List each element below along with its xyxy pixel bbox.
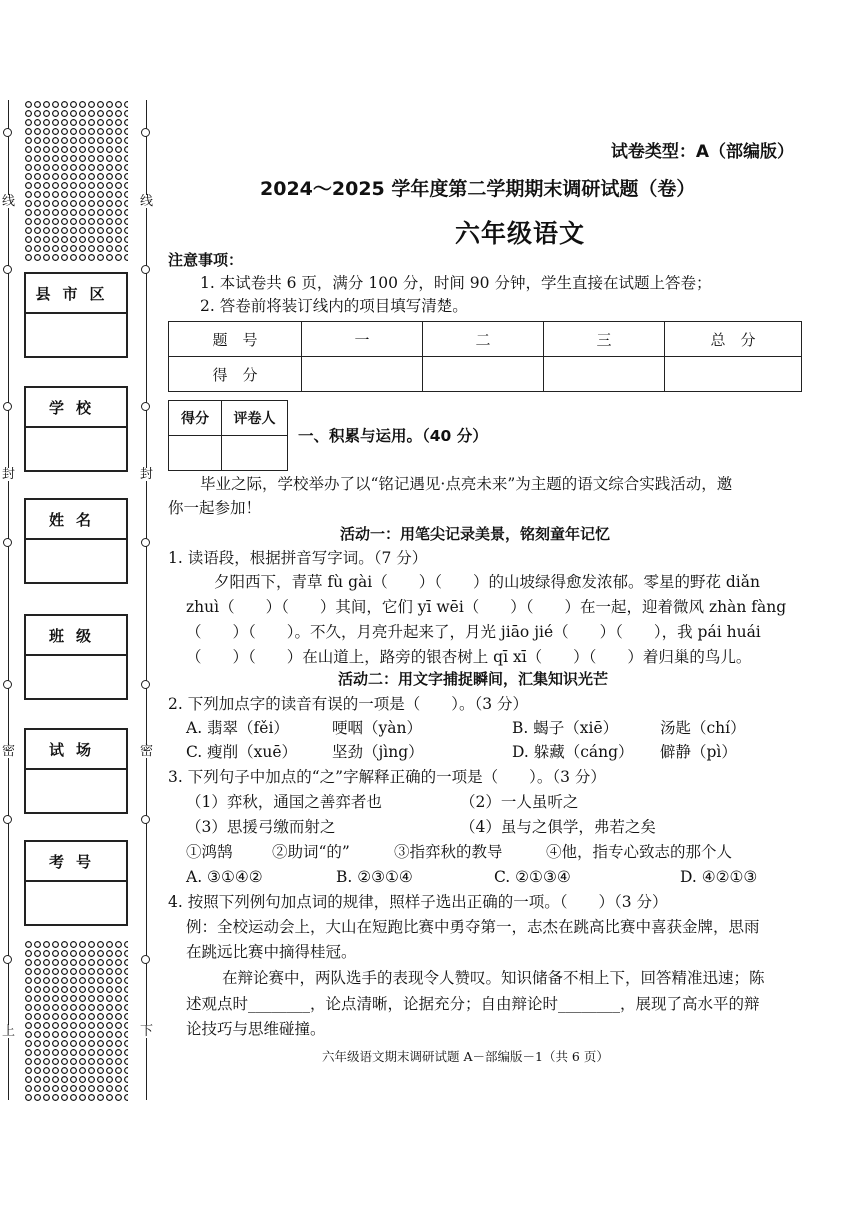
score-cell[interactable] (665, 357, 802, 392)
question-3-stem: 3. 下列句子中加点的“之”字解释正确的一项是（ ）。（3 分） (168, 768, 606, 786)
q3-meaning: ①鸿鹄 (186, 843, 233, 861)
circle-mark (3, 128, 12, 137)
q2-option-word: 汤匙（chí） (660, 719, 746, 737)
circle-mark (141, 265, 150, 274)
score-header: 三 (544, 322, 665, 357)
binding-char: 下 (140, 1024, 154, 1039)
question-4-stem: 4. 按照下列例句加点词的规律，照样子选出正确的一项。（ ）（3 分） (168, 893, 668, 911)
q2-option-word: 僻静（pì） (660, 743, 737, 761)
binding-char: 封 (140, 467, 154, 482)
subject-title: 六年级语文 (455, 219, 586, 248)
binding-char: 线 (2, 194, 16, 209)
question-2-stem: 2. 下列加点字的读音有误的一项是（ ）。（3 分） (168, 695, 529, 713)
name-field[interactable] (24, 498, 128, 584)
binding-char: 密 (140, 744, 154, 759)
q3-meaning: ④他，指专心致志的那个人 (546, 843, 733, 861)
q3-option[interactable]: A. ③①④② (186, 868, 263, 886)
score-header: 二 (423, 322, 544, 357)
binding-char: 密 (2, 744, 16, 759)
exam-type: 试卷类型：A（部编版） (610, 142, 794, 162)
note-item: 2. 答卷前将装订线内的项目填写清楚。 (200, 297, 468, 315)
section-1-title: 一、积累与运用。（40 分） (298, 427, 488, 445)
grader-reviewer-cell[interactable] (222, 436, 288, 471)
question-1-line: 夕阳西下，青草 fù gài（ ）（ ）的山坡绿得愈发浓郁。零星的野花 diǎn (214, 573, 760, 591)
q3-option[interactable]: D. ④②①③ (680, 868, 758, 886)
county-field[interactable] (24, 272, 128, 358)
intro-text: 你一起参加！ (168, 499, 262, 517)
grader-score-cell[interactable] (169, 436, 222, 471)
circle-mark (3, 955, 12, 964)
field-label: 学校 (26, 388, 126, 428)
grader-score-label: 得分 (169, 401, 222, 436)
binding-char: 封 (2, 467, 16, 482)
q2-option-word: 哽咽（yàn） (332, 719, 422, 737)
q3-option[interactable]: C. ②①③④ (494, 868, 571, 886)
page-footer: 六年级语文期末调研试题 A－部编版－1（共 6 页） (322, 1049, 609, 1064)
activity-1-heading: 活动一：用笔尖记录美景，铭刻童年记忆 (340, 525, 611, 543)
q2-option-word: 坚劲（jìng） (332, 743, 424, 761)
grader-box (168, 400, 288, 471)
q4-passage: 述观点时________，论点清晰，论据充分；自由辩论时________，展现了高水平的辩 (186, 995, 760, 1013)
activity-2-heading: 活动二：用文字捕捉瞬间，汇集知识光芒 (338, 670, 609, 688)
q3-meaning: ②助词“的” (272, 843, 350, 861)
q2-option[interactable]: A. 翡翠（fěi） (186, 719, 289, 737)
dot-pattern-top (24, 100, 128, 262)
question-1-line: （ ）（ ）。不久，月亮升起来了，月光 jiāo jié（ ）（ ），我 pái huái (186, 623, 761, 641)
score-cell[interactable] (423, 357, 544, 392)
score-cell[interactable] (544, 357, 665, 392)
question-1-stem: 1. 读语段，根据拼音写字词。（7 分） (168, 549, 428, 567)
field-label: 县市区 (26, 274, 126, 314)
circle-mark (141, 538, 150, 547)
circle-mark (141, 680, 150, 689)
circle-mark (3, 265, 12, 274)
circle-mark (141, 402, 150, 411)
q4-passage: 在辩论赛中，两队选手的表现令人赞叹。知识储备不相上下，回答精准迅速；陈 (222, 969, 765, 987)
score-header: 总 分 (665, 322, 802, 357)
q2-option[interactable]: D. 躲藏（cáng） (512, 743, 634, 761)
q3-sentence: （1）弈秋，通国之善弈者也 (186, 793, 382, 811)
school-field[interactable] (24, 386, 128, 472)
grader-reviewer-label: 评卷人 (222, 401, 288, 436)
exam-number-field[interactable] (24, 840, 128, 926)
q3-sentence: （2）一人虽听之 (460, 793, 579, 811)
field-label: 试场 (26, 730, 126, 770)
class-field[interactable] (24, 614, 128, 700)
score-header: 题 号 (169, 322, 302, 357)
circle-mark (3, 538, 12, 547)
field-label: 班级 (26, 616, 126, 656)
cut-line-left (8, 100, 9, 1100)
q3-meaning: ③指弈秋的教导 (394, 843, 503, 861)
note-item: 1. 本试卷共 6 页，满分 100 分，时间 90 分钟，学生直接在试题上答卷； (200, 274, 712, 292)
notes-heading: 注意事项： (168, 251, 244, 269)
intro-text: 毕业之际，学校举办了以“铭记遇见·点亮未来”为主题的语文综合实践活动，邀 (200, 475, 733, 493)
q2-option[interactable]: B. 蝎子（xiē） (512, 719, 619, 737)
score-table (168, 321, 802, 392)
q4-example: 在跳远比赛中摘得桂冠。 (186, 943, 357, 961)
circle-mark (141, 128, 150, 137)
q4-passage: 论技巧与思维碰撞。 (186, 1020, 326, 1038)
q2-option[interactable]: C. 瘦削（xuē） (186, 743, 298, 761)
cut-line-right (146, 100, 147, 1100)
circle-mark (141, 955, 150, 964)
circle-mark (3, 815, 12, 824)
binding-char: 上 (2, 1024, 16, 1039)
dot-pattern-bottom (24, 940, 128, 1102)
score-cell[interactable] (302, 357, 423, 392)
question-1-line: zhuì（ ）（ ）其间，它们 yī wēi（ ）（ ）在一起，迎着微风 zhàn fàng (186, 598, 787, 616)
q3-option[interactable]: B. ②③①④ (336, 868, 413, 886)
score-row-label: 得 分 (169, 357, 302, 392)
binding-char: 线 (140, 194, 154, 209)
circle-mark (3, 402, 12, 411)
q4-example: 例：全校运动会上，大山在短跑比赛中勇夺第一，志杰在跳高比赛中喜获金牌，思雨 (186, 918, 760, 936)
q3-sentence: （3）思援弓缴而射之 (186, 818, 336, 836)
q3-sentence: （4）虽与之俱学，弗若之矣 (460, 818, 656, 836)
question-1-line: （ ）（ ）在山道上，路旁的银杏树上 qī xī（ ）（ ）着归巢的鸟儿。 (186, 648, 752, 666)
field-label: 考号 (26, 842, 126, 882)
exam-title: 2024～2025 学年度第二学期期末调研试题（卷） (260, 178, 696, 200)
exam-room-field[interactable] (24, 728, 128, 814)
circle-mark (3, 680, 12, 689)
field-label: 姓名 (26, 500, 126, 540)
score-header: 一 (302, 322, 423, 357)
circle-mark (141, 815, 150, 824)
